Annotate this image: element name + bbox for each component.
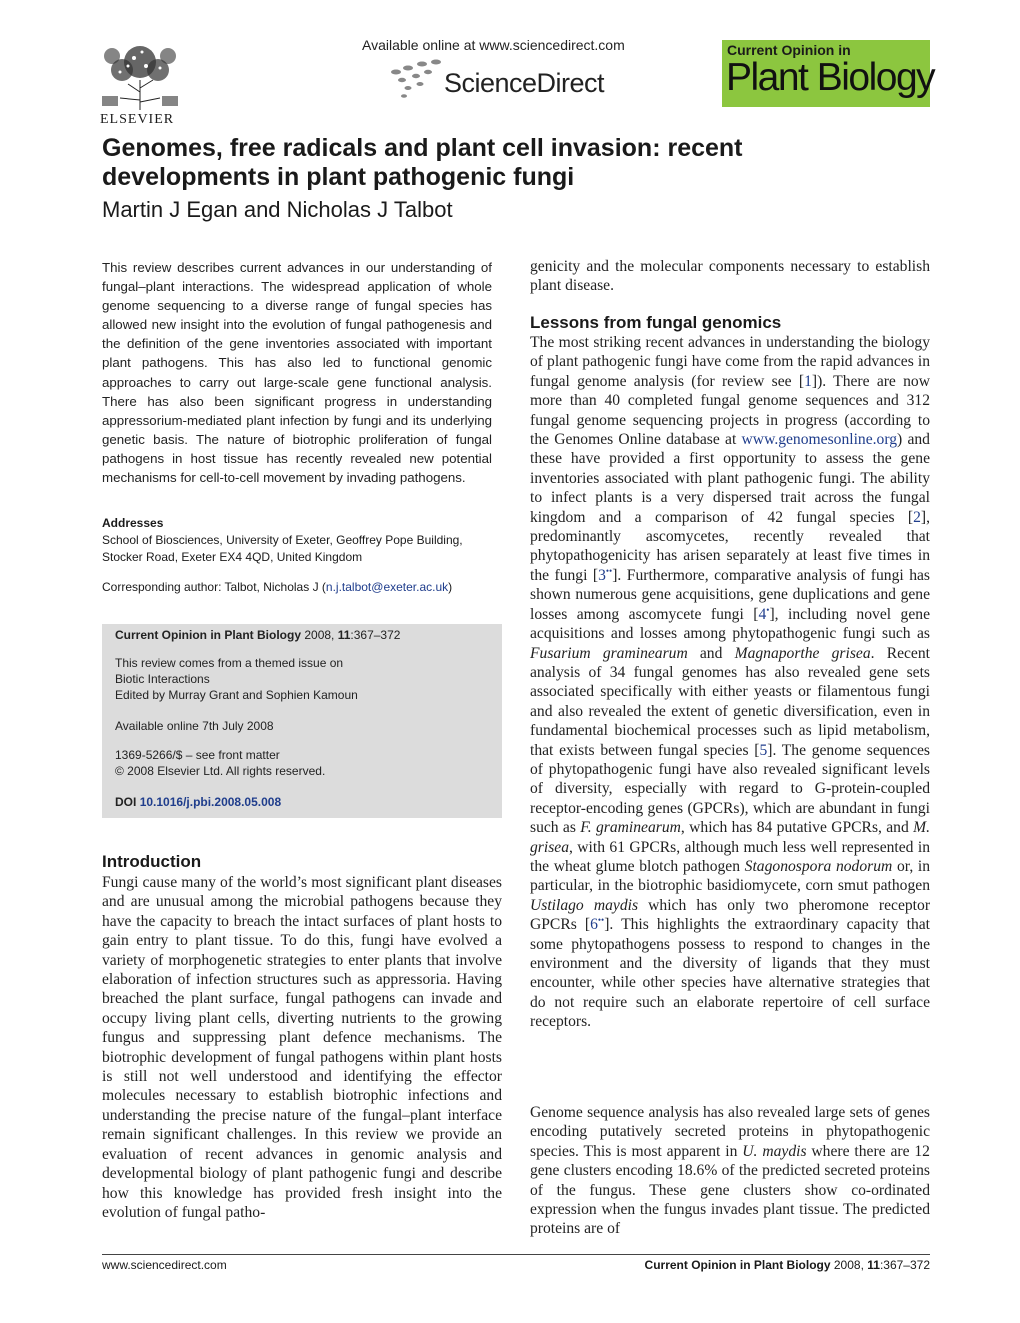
abstract: This review describes current advances in our understanding of fungal–plant interactions. The widespread application of whole genome sequencing to a diverse range of fungal species has allowed new insight into the evolution of fungal pathogenesis and the definition of the gene inventories associated with important plant pathogens. This has also led to functional genomic approaches to carry out large-scale gene functional analysis. There has also been significant progress in understanding appressorium-mediated plant infection by fungi and its underlying genetic basis. The nature of biotrophic proliferation of fungal pathogens in host tissue has recently revealed new potential mechanisms for cell-to-cell movement by invading pathogens.	[102, 260, 492, 486]
species-name: Ustilago maydis	[530, 896, 639, 914]
info-year: 2008,	[304, 628, 335, 642]
text-run: Genome sequence analysis has also revealed large sets of genes encoding putatively secreted proteins in phytopathogenic species. This is most apparent in	[530, 1104, 930, 1160]
addresses-text	[102, 532, 502, 565]
text-run: and	[687, 644, 735, 662]
introduction-paragraph: Fungi cause many of the world’s most significant plant diseases and are unusual among the microbial pathogens because they have the capacity to breach the intact surfaces of plant hosts to gain entry to plant tissue. To do this, fungi have evolved a variety of morphogenetic strategies to enter plants that involve elaboration of infection structures such as appressoria. Having breached the plant surface, fungal pathogens can invade and occupy living plant cells, diverting nutrients to the growing fungus and suppressing plant defence mechanisms. The biotrophic development of fungal pathogens within plant hosts is still not well understood and identifying the effector molecules necessary to establish biotrophic infections and understanding the precise nature of the fungal–plant interface remain significant challenges. In this review we provide an evaluation of recent advances in genomic analysis and developmental biology of plant pathogenic fungi and describe how this knowledge has provided fresh insight into the evolution of fungal patho-	[102, 874, 502, 1221]
reference-number: 6	[590, 916, 598, 934]
reference-link[interactable]	[759, 606, 770, 623]
reference-link[interactable]	[590, 916, 604, 933]
reference-number: 3	[598, 566, 606, 584]
continuation-paragraph: genicity and the molecular components necessary to establish plant disease.	[530, 258, 930, 295]
species-name: F. graminearum	[580, 819, 681, 837]
footer-website[interactable]: www.sciencedirect.com	[102, 1258, 227, 1272]
footer-divider	[102, 1254, 930, 1255]
reference-mark: •	[766, 604, 770, 615]
text-run: . Recent analysis of 34 fungal genomes has also revealed gene sets associated specifically with either yeasts or filamentous fungi and also revealed the extent of genetic diversification, even in fundamental biochemical processes such as lipid metabolism, that exists between fungal species [	[530, 644, 930, 759]
text-run: ) and these have provided a first opportunity to assess the gene inventories associated with plant pathogenic fungi. The ability to infect plants is a very dispersed trait across the fungal kingdom and a comparison of 42 fungal species [	[530, 431, 930, 526]
text-run: , which has 84 putative GPCRs, and	[680, 819, 914, 837]
author-email-link[interactable]: n.j.talbot@exeter.ac.uk	[325, 580, 449, 594]
addresses-heading: Addresses	[102, 516, 164, 530]
reference-link[interactable]	[598, 567, 612, 584]
text-run: The most striking recent advances in understanding the biology of plant pathogenic fungi have come from the rapid advances in fungal genome analysis (for review see [	[530, 334, 930, 390]
species-name: Stagonospora nodorum	[744, 857, 893, 875]
journal-badge-main: Plant Biology	[726, 56, 935, 99]
article-title: Genomes, free radicals and plant cell invasion: recent developments in plant pathogenic fungi	[102, 134, 743, 191]
sciencedirect-wordmark[interactable]: ScienceDirect	[444, 68, 605, 98]
footer-year: 2008,	[833, 1258, 864, 1272]
text-run: ]). There are now more than 40 completed fungal genome sequences and 312 fungal genome sequencing projects in progress (according to the Genomes Online database at	[530, 372, 930, 449]
info-theme-line: This review comes from a themed issue on	[115, 656, 344, 670]
sciencedirect-dots-icon	[388, 58, 444, 102]
reference-link[interactable]: 2	[913, 508, 921, 526]
info-copyright: © 2008 Elsevier Ltd. All rights reserved.	[115, 764, 326, 778]
doi-link[interactable]: 10.1016/j.pbi.2008.05.008	[139, 795, 282, 809]
species-name: Magnaporthe grisea	[734, 644, 871, 662]
footer-journal: Current Opinion in Plant Biology	[644, 1258, 831, 1272]
reference-link[interactable]: 1	[804, 372, 812, 390]
info-journal: Current Opinion in Plant Biology	[115, 628, 301, 642]
info-available-date: Available online 7th July 2008	[115, 719, 274, 733]
doi-label: DOI	[115, 795, 137, 809]
corresponding-label: Corresponding author: Talbot, Nicholas J (	[102, 580, 326, 594]
info-pages: :367–372	[350, 628, 401, 642]
info-issn: 1369-5266/$ – see front matter	[115, 748, 280, 762]
text-run: or, in particular, in the biotrophic basidiomycete, corn smut pathogen	[530, 857, 930, 895]
text-run: , with 61 GPCRs, although much less well represented in the wheat glume blotch pathogen	[530, 838, 930, 875]
footer-pages: :367–372	[879, 1258, 930, 1272]
text-run: ], predominantly ascomycetes, recently revealed that phytopathogenicity has arisen separately at least five times in the fungi [	[530, 508, 930, 584]
text-run: ], including novel gene acquisitions and losses among phytopathogenic fungi such as	[530, 605, 930, 643]
available-online-text[interactable]: Available online at www.sciencedirect.com	[362, 37, 625, 53]
footer-volume: 11	[867, 1258, 880, 1272]
address-line: Stocker Road, Exeter EX4 4QD, United Kingdom	[102, 549, 363, 564]
reference-link[interactable]: 5	[759, 741, 768, 759]
species-name: M. grisea	[530, 819, 930, 856]
genomics-heading: Lessons from fungal genomics	[530, 313, 782, 332]
species-name: Fusarium graminearum	[530, 644, 688, 662]
info-theme-name: Biotic Interactions	[115, 672, 210, 686]
journal-badge	[722, 40, 935, 107]
introduction-heading: Introduction	[102, 852, 202, 871]
text-run: ]. The genome sequences of phytopathogenic fungi have also revealed significant levels of diversity, especially with regard to G-protein-coupled receptor-encoding genes (GPCRs), which are abundant in fungi such as	[530, 741, 930, 837]
genomics-paragraph	[530, 333, 930, 1032]
info-citation	[115, 628, 400, 642]
info-doi	[115, 795, 281, 809]
reference-mark: ••	[597, 915, 605, 925]
article-info-box	[102, 624, 502, 818]
reference-number: 4	[758, 605, 767, 623]
text-run: which has only two pheromone receptor GPCRs [	[530, 896, 931, 934]
article-authors: Martin J Egan and Nicholas J Talbot	[102, 197, 453, 222]
genomes-online-url[interactable]: www.genomesonline.org	[741, 431, 898, 449]
info-editors: Edited by Murray Grant and Sophien Kamoun	[115, 688, 358, 702]
address-line: School of Biosciences, University of Exeter, Geoffrey Pope Building,	[102, 533, 463, 547]
info-volume: 11	[337, 628, 351, 642]
text-run: where there are 12 gene clusters encoding 18.6% of the predicted secreted proteins of the fungus. These gene clusters show co-ordinated expression when the fungus invades plant tissue. The predicted proteins are of	[530, 1142, 930, 1238]
footer-citation	[645, 1258, 930, 1272]
journal-badge-top: Current Opinion in	[727, 42, 851, 58]
text-run: ]. This highlights the extraordinary capacity that some phytopathogens possess to respond to changes in the environment and the diversity of ligands that they must encounter, while other species have alternative strategies that do not require such an elaborate repertoire of cell surface receptors.	[530, 916, 930, 1031]
publisher-name: ELSEVIER	[100, 112, 175, 127]
genomics-paragraph-2	[530, 1103, 930, 1239]
species-name: U. maydis	[742, 1142, 807, 1160]
reference-mark: ••	[605, 565, 613, 576]
text-run: ]. Furthermore, comparative analysis of fungi has shown numerous gene acquisitions, gene duplications and gene losses among ascomycete fungi [	[530, 566, 930, 623]
corresponding-author	[102, 580, 492, 594]
corresponding-close: )	[448, 580, 453, 594]
